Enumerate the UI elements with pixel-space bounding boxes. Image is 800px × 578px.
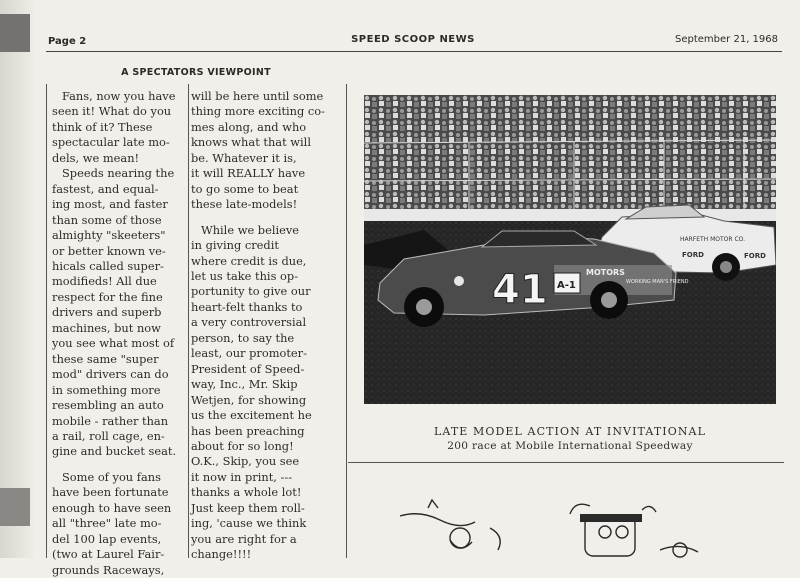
article-headline: A SPECTATORS VIEWPOINT	[121, 67, 271, 78]
article-line: Just keep them roll-	[191, 500, 305, 515]
article-line: than some of those	[52, 212, 162, 227]
article-line: thing more exciting co-	[191, 104, 326, 119]
article-line: have been fortunate	[52, 485, 169, 500]
article-line: let us take this op-	[191, 268, 299, 283]
article-line: ing, 'cause we think	[191, 516, 307, 531]
article-line: modifieds! All due	[52, 274, 157, 289]
caption-title: LATE MODEL ACTION AT INVITATIONAL	[433, 425, 706, 438]
article-line: O.K., Skip, you see	[191, 454, 300, 469]
article-line: about for so long!	[191, 438, 294, 453]
article-line: or better known ve-	[52, 243, 166, 258]
page-edge	[0, 0, 34, 558]
article-line: will be here until some	[191, 89, 324, 103]
column-rule-middle	[188, 84, 189, 558]
article-line: fastest, and equal-	[52, 181, 159, 196]
article-line: where credit is due,	[191, 253, 307, 268]
ford-car-sponsor: HARFETH MOTOR CO.	[680, 236, 746, 243]
article-line: respect for the fine	[52, 289, 163, 304]
car-number: 41	[492, 267, 548, 313]
article-line: Fans, now you have	[62, 89, 176, 103]
article-line: all "three" late mo-	[52, 516, 162, 531]
article-line: in giving credit	[191, 238, 279, 253]
article-line: machines, but now	[52, 320, 161, 335]
grandstand-crowd	[364, 95, 776, 210]
cartoon-rule	[348, 462, 784, 463]
article-line: enough to have seen	[52, 500, 172, 515]
paragraph-gap	[191, 213, 343, 223]
page-number: Page 2	[48, 36, 87, 47]
article-line: Wetjen, for showing	[191, 392, 307, 407]
page-header	[46, 34, 780, 50]
article-line: be. Whatever it is,	[191, 150, 297, 165]
article-line: thanks a whole lot!	[191, 485, 302, 500]
article-line: ing most, and faster	[52, 197, 168, 212]
column-rule-right	[346, 84, 347, 558]
race-photo	[364, 95, 776, 404]
article-line: heart-felt thanks to	[191, 299, 303, 314]
article-line: del 100 lap events,	[52, 531, 162, 546]
article-line: drivers and superb	[52, 305, 162, 320]
article-line: dels, we mean!	[52, 150, 140, 165]
article-line: person, to say the	[191, 330, 295, 345]
article-line: hicals called super-	[52, 258, 164, 273]
issue-date: September 21, 1968	[675, 34, 778, 45]
article-line: Some of you fans	[62, 469, 161, 484]
header-rule	[46, 51, 782, 52]
ford-car-make-rear: FORD	[744, 252, 766, 260]
article-line: knows what that will	[191, 135, 311, 150]
article-line: (two at Laurel Fair-	[52, 547, 165, 562]
article-line: mod" drivers can do	[52, 367, 169, 382]
article-line: you see what most of	[52, 336, 175, 351]
article-line: least, our promoter-	[191, 346, 307, 361]
paragraph-gap	[52, 460, 186, 470]
article-line: portunity to give our	[191, 284, 311, 299]
article-line: us the excitement he	[191, 408, 312, 423]
cartoon-illustration	[380, 480, 780, 558]
column-rule-left	[46, 84, 47, 558]
article-line: almighty "skeeters"	[52, 228, 166, 243]
article-line: grounds Raceways,	[52, 562, 165, 577]
article-line: President of Speed-	[191, 361, 305, 376]
article-line: While we believe	[201, 222, 300, 237]
article-line: a very controversial	[191, 315, 307, 330]
article-line: you are right for a	[191, 531, 297, 546]
scan-mark-top	[0, 14, 30, 52]
article-line: spectacular late mo-	[52, 135, 170, 150]
article-line: to go some to beat	[191, 181, 299, 196]
article-line: seen it! What do you	[52, 104, 172, 119]
article-line: change!!!!	[191, 547, 252, 562]
photo-caption	[364, 425, 776, 452]
article-line: resembling an auto	[52, 398, 164, 413]
article-line: Speeds nearing the	[62, 166, 175, 181]
ford-car-make: FORD	[682, 251, 704, 259]
article-line: mobile - rather than	[52, 413, 169, 428]
article-line: gine and bucket seat.	[52, 444, 177, 459]
article-column-1	[52, 89, 186, 578]
caption-subtitle: 200 race at Mobile International Speedway	[447, 440, 693, 452]
car-sponsor: MOTORS	[586, 268, 625, 277]
car-quarter-text: WORKING MAN'S FRIEND	[626, 279, 689, 285]
article-line: these same "super	[52, 351, 159, 366]
article-line: it will REALLY have	[191, 166, 306, 181]
article-line: in something more	[52, 382, 161, 397]
article-column-2	[191, 89, 343, 563]
article-line: these late-models!	[191, 197, 298, 212]
car-door-label: A-1	[557, 280, 576, 291]
article-line: mes along, and who	[191, 119, 307, 134]
article-line: a rail, roll cage, en-	[52, 428, 165, 443]
article-line: has been preaching	[191, 423, 305, 438]
race-photo-svg	[364, 95, 776, 404]
cartoon-svg	[380, 480, 780, 558]
article-line: think of it? These	[52, 119, 153, 134]
scan-mark-bottom	[0, 488, 30, 526]
article-line: it now in print, ---	[191, 469, 293, 484]
article-line: way, Inc., Mr. Skip	[191, 377, 298, 392]
publication-name: SPEED SCOOP NEWS	[351, 34, 475, 45]
